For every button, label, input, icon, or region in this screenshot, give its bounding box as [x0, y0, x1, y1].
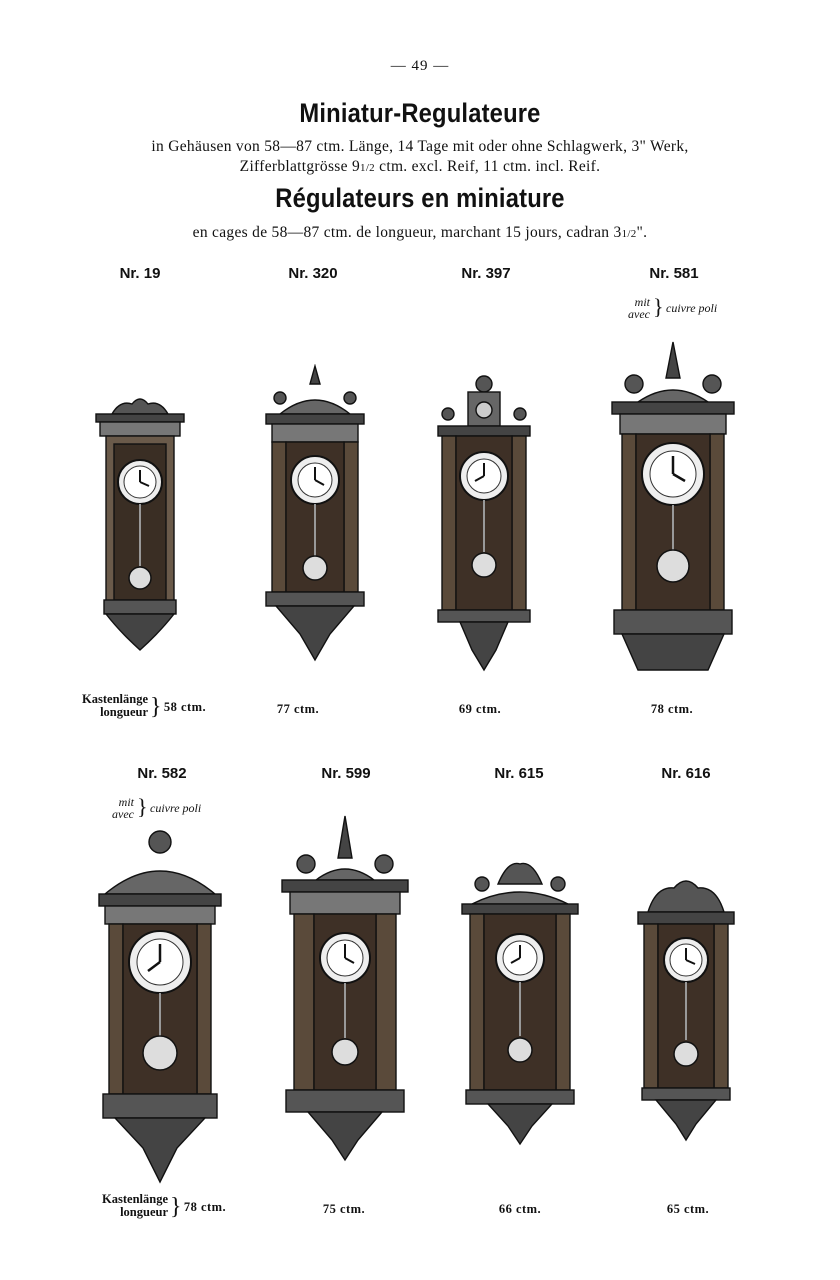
case-length-615: 66 ctm. [498, 1202, 542, 1216]
avec-label: avec [628, 307, 650, 321]
clock-number-616: Nr. 616 [661, 765, 711, 782]
material-note-581 [614, 294, 718, 321]
avec-label: avec [112, 807, 134, 821]
brace-icon: } [150, 694, 162, 720]
longueur-label: longueur [100, 705, 148, 719]
subtitle-french-post: ". [636, 224, 648, 241]
subtitle-german-line2 [0, 157, 840, 178]
clock-illustration-615 [458, 854, 582, 1146]
subtitle-german-line1: in Gehäusen von 58—87 ctm. Länge, 14 Tage mit oder ohne Schlagwerk, 3" Werk, [151, 138, 689, 155]
clock-number-320: Nr. 320 [288, 265, 338, 282]
fraction: 1/2 [621, 228, 637, 240]
clock-illustration-320 [260, 364, 370, 664]
material-note-582 [98, 794, 202, 821]
brace-icon: } [170, 1194, 182, 1220]
clock-illustration-599 [278, 814, 412, 1164]
clock-illustration-581 [608, 340, 738, 688]
subtitle-french-pre: en cages de 58—87 ctm. de longueur, marchant 15 jours, cadran 3 [192, 224, 622, 241]
title-french: Régulateurs en miniature [275, 183, 565, 213]
case-length-320: 77 ctm. [276, 702, 320, 716]
subtitle-french [0, 223, 840, 244]
case-length-label [64, 692, 162, 720]
fraction: 1/2 [360, 162, 375, 174]
clock-number-581: Nr. 581 [649, 265, 699, 282]
title-german: Miniatur-Regulateure [299, 98, 541, 128]
page-number: — 49 — [390, 58, 450, 74]
subtitle-german-line2-pre: Zifferblattgrösse 9 [239, 158, 361, 175]
subtitle-german-line2-post: ctm. excl. Reif, 11 ctm. incl. Reif. [374, 158, 601, 175]
kastenlaenge-label: Kastenlänge [82, 692, 148, 706]
case-length-397: 69 ctm. [458, 702, 502, 716]
clock-illustration-616 [634, 872, 738, 1142]
clock-illustration-19 [90, 392, 190, 657]
longueur-label: longueur [120, 1205, 168, 1219]
brace-icon: } [137, 794, 148, 819]
case-length-582: 78 ctm. [183, 1200, 227, 1214]
brace-icon: } [653, 294, 664, 319]
clock-number-599: Nr. 599 [321, 765, 371, 782]
clock-number-615: Nr. 615 [494, 765, 544, 782]
clock-illustration-582 [95, 828, 225, 1186]
cuivre-poli-label: cuivre poli [666, 301, 718, 315]
clock-illustration-397 [434, 370, 534, 675]
case-length-label [84, 1192, 182, 1220]
kastenlaenge-label: Kastenlänge [102, 1192, 168, 1206]
clock-number-19: Nr. 19 [119, 265, 161, 282]
case-length-19: 58 ctm. [163, 700, 207, 714]
cuivre-poli-label: cuivre poli [150, 801, 202, 815]
case-length-581: 78 ctm. [650, 702, 694, 716]
clock-number-397: Nr. 397 [461, 265, 511, 282]
mit-label: mit [634, 295, 650, 309]
clock-number-582: Nr. 582 [137, 765, 187, 782]
mit-label: mit [118, 795, 134, 809]
case-length-616: 65 ctm. [666, 1202, 710, 1216]
case-length-599: 75 ctm. [322, 1202, 366, 1216]
